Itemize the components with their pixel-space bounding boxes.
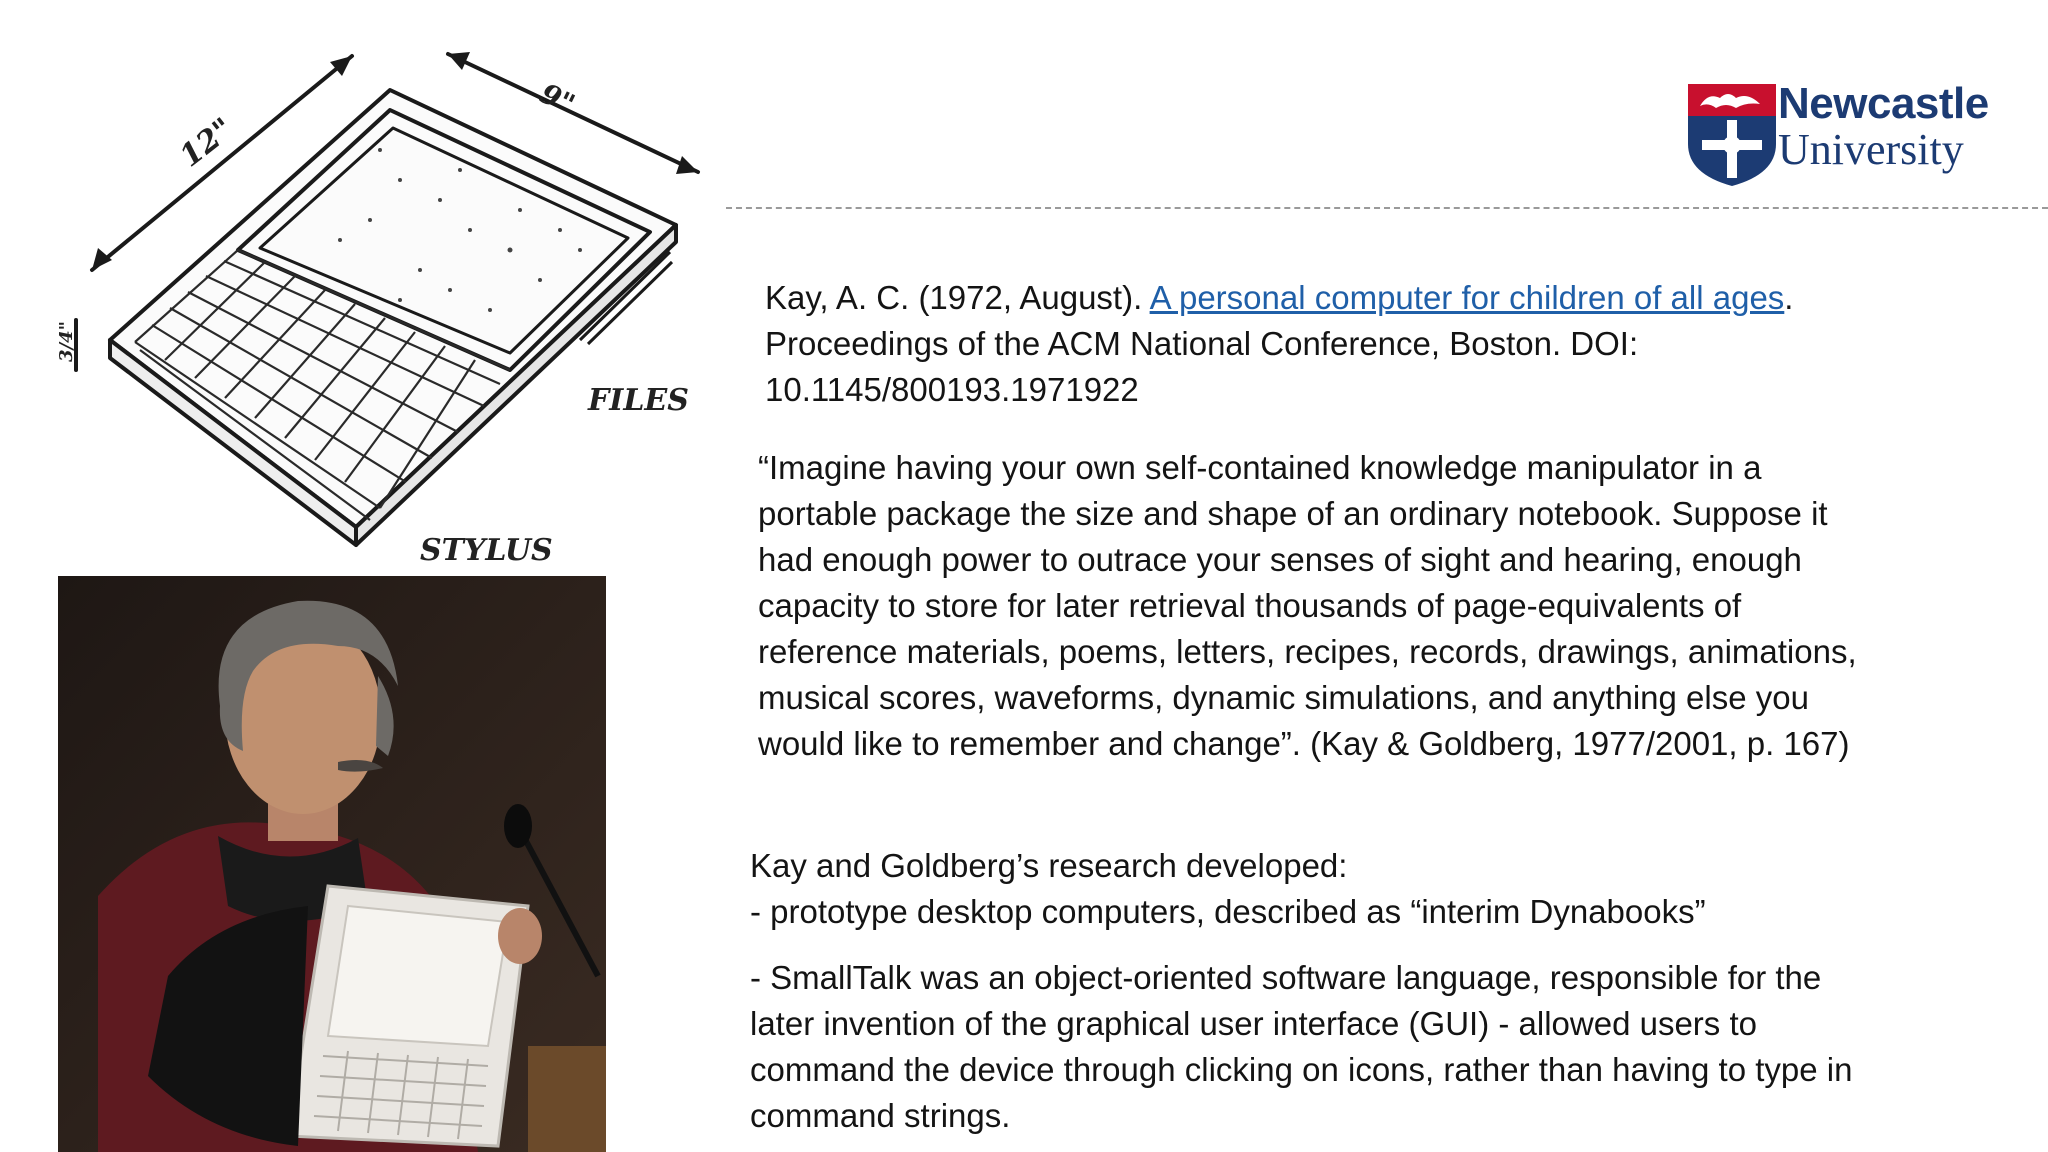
research-line: - SmallTalk was an object-oriented software language, responsible for the bbox=[750, 959, 1822, 996]
citation-line-2: Proceedings of the ACM National Conference, Boston. DOI: bbox=[765, 325, 1639, 362]
quote-line: “Imagine having your own self-contained knowledge manipulator in a bbox=[758, 449, 1762, 486]
research-line: Kay and Goldberg’s research developed: bbox=[750, 847, 1348, 884]
research-paragraph-2 bbox=[750, 955, 2000, 1139]
kay-goldberg-quote bbox=[758, 445, 1998, 767]
research-line: later invention of the graphical user interface (GUI) - allowed users to bbox=[750, 1005, 1757, 1042]
citation-block bbox=[765, 275, 1995, 413]
logo-line-newcastle: Newcastle bbox=[1778, 79, 1989, 128]
research-line: command the device through clicking on icons, rather than having to type in bbox=[750, 1051, 1853, 1088]
header-divider bbox=[726, 207, 2048, 209]
crest-icon bbox=[1686, 82, 1778, 188]
logo-line-university: University bbox=[1778, 125, 1964, 174]
quote-line: had enough power to outrace your senses of sight and hearing, enough bbox=[758, 541, 1802, 578]
research-line: - prototype desktop computers, described as “interim Dynabooks” bbox=[750, 893, 1706, 930]
research-line: command strings. bbox=[750, 1097, 1011, 1134]
quote-line: reference materials, poems, letters, recipes, records, drawings, animations, bbox=[758, 633, 1857, 670]
depth-label: 9" bbox=[534, 76, 581, 122]
files-label: FILES bbox=[588, 383, 689, 418]
citation-prefix: Kay, A. C. (1972, August). bbox=[765, 279, 1150, 316]
newcastle-university-logo bbox=[1686, 79, 2000, 190]
dynabook-sketch bbox=[40, 20, 720, 575]
research-summary bbox=[750, 843, 2000, 1139]
citation-line-1 bbox=[765, 275, 1995, 321]
citation-period: . bbox=[1784, 279, 1794, 316]
citation-line-3: 10.1145/800193.1971922 bbox=[765, 371, 1139, 408]
alan-kay-photo bbox=[58, 576, 606, 1152]
research-paragraph-1 bbox=[750, 843, 2000, 935]
height-label: 3/4" bbox=[56, 320, 77, 362]
quote-line: portable package the size and shape of an ordinary notebook. Suppose it bbox=[758, 495, 1828, 532]
stylus-label: STYLUS bbox=[420, 533, 553, 568]
paper-link[interactable]: A personal computer for children of all ages bbox=[1149, 279, 1785, 316]
width-label: 12" bbox=[173, 111, 241, 175]
quote-line: musical scores, waveforms, dynamic simulations, and anything else you bbox=[758, 679, 1809, 716]
quote-line: capacity to store for later retrieval thousands of page-equivalents of bbox=[758, 587, 1742, 624]
quote-line: would like to remember and change”. (Kay & Goldberg, 1977/2001, p. 167) bbox=[758, 725, 1850, 762]
